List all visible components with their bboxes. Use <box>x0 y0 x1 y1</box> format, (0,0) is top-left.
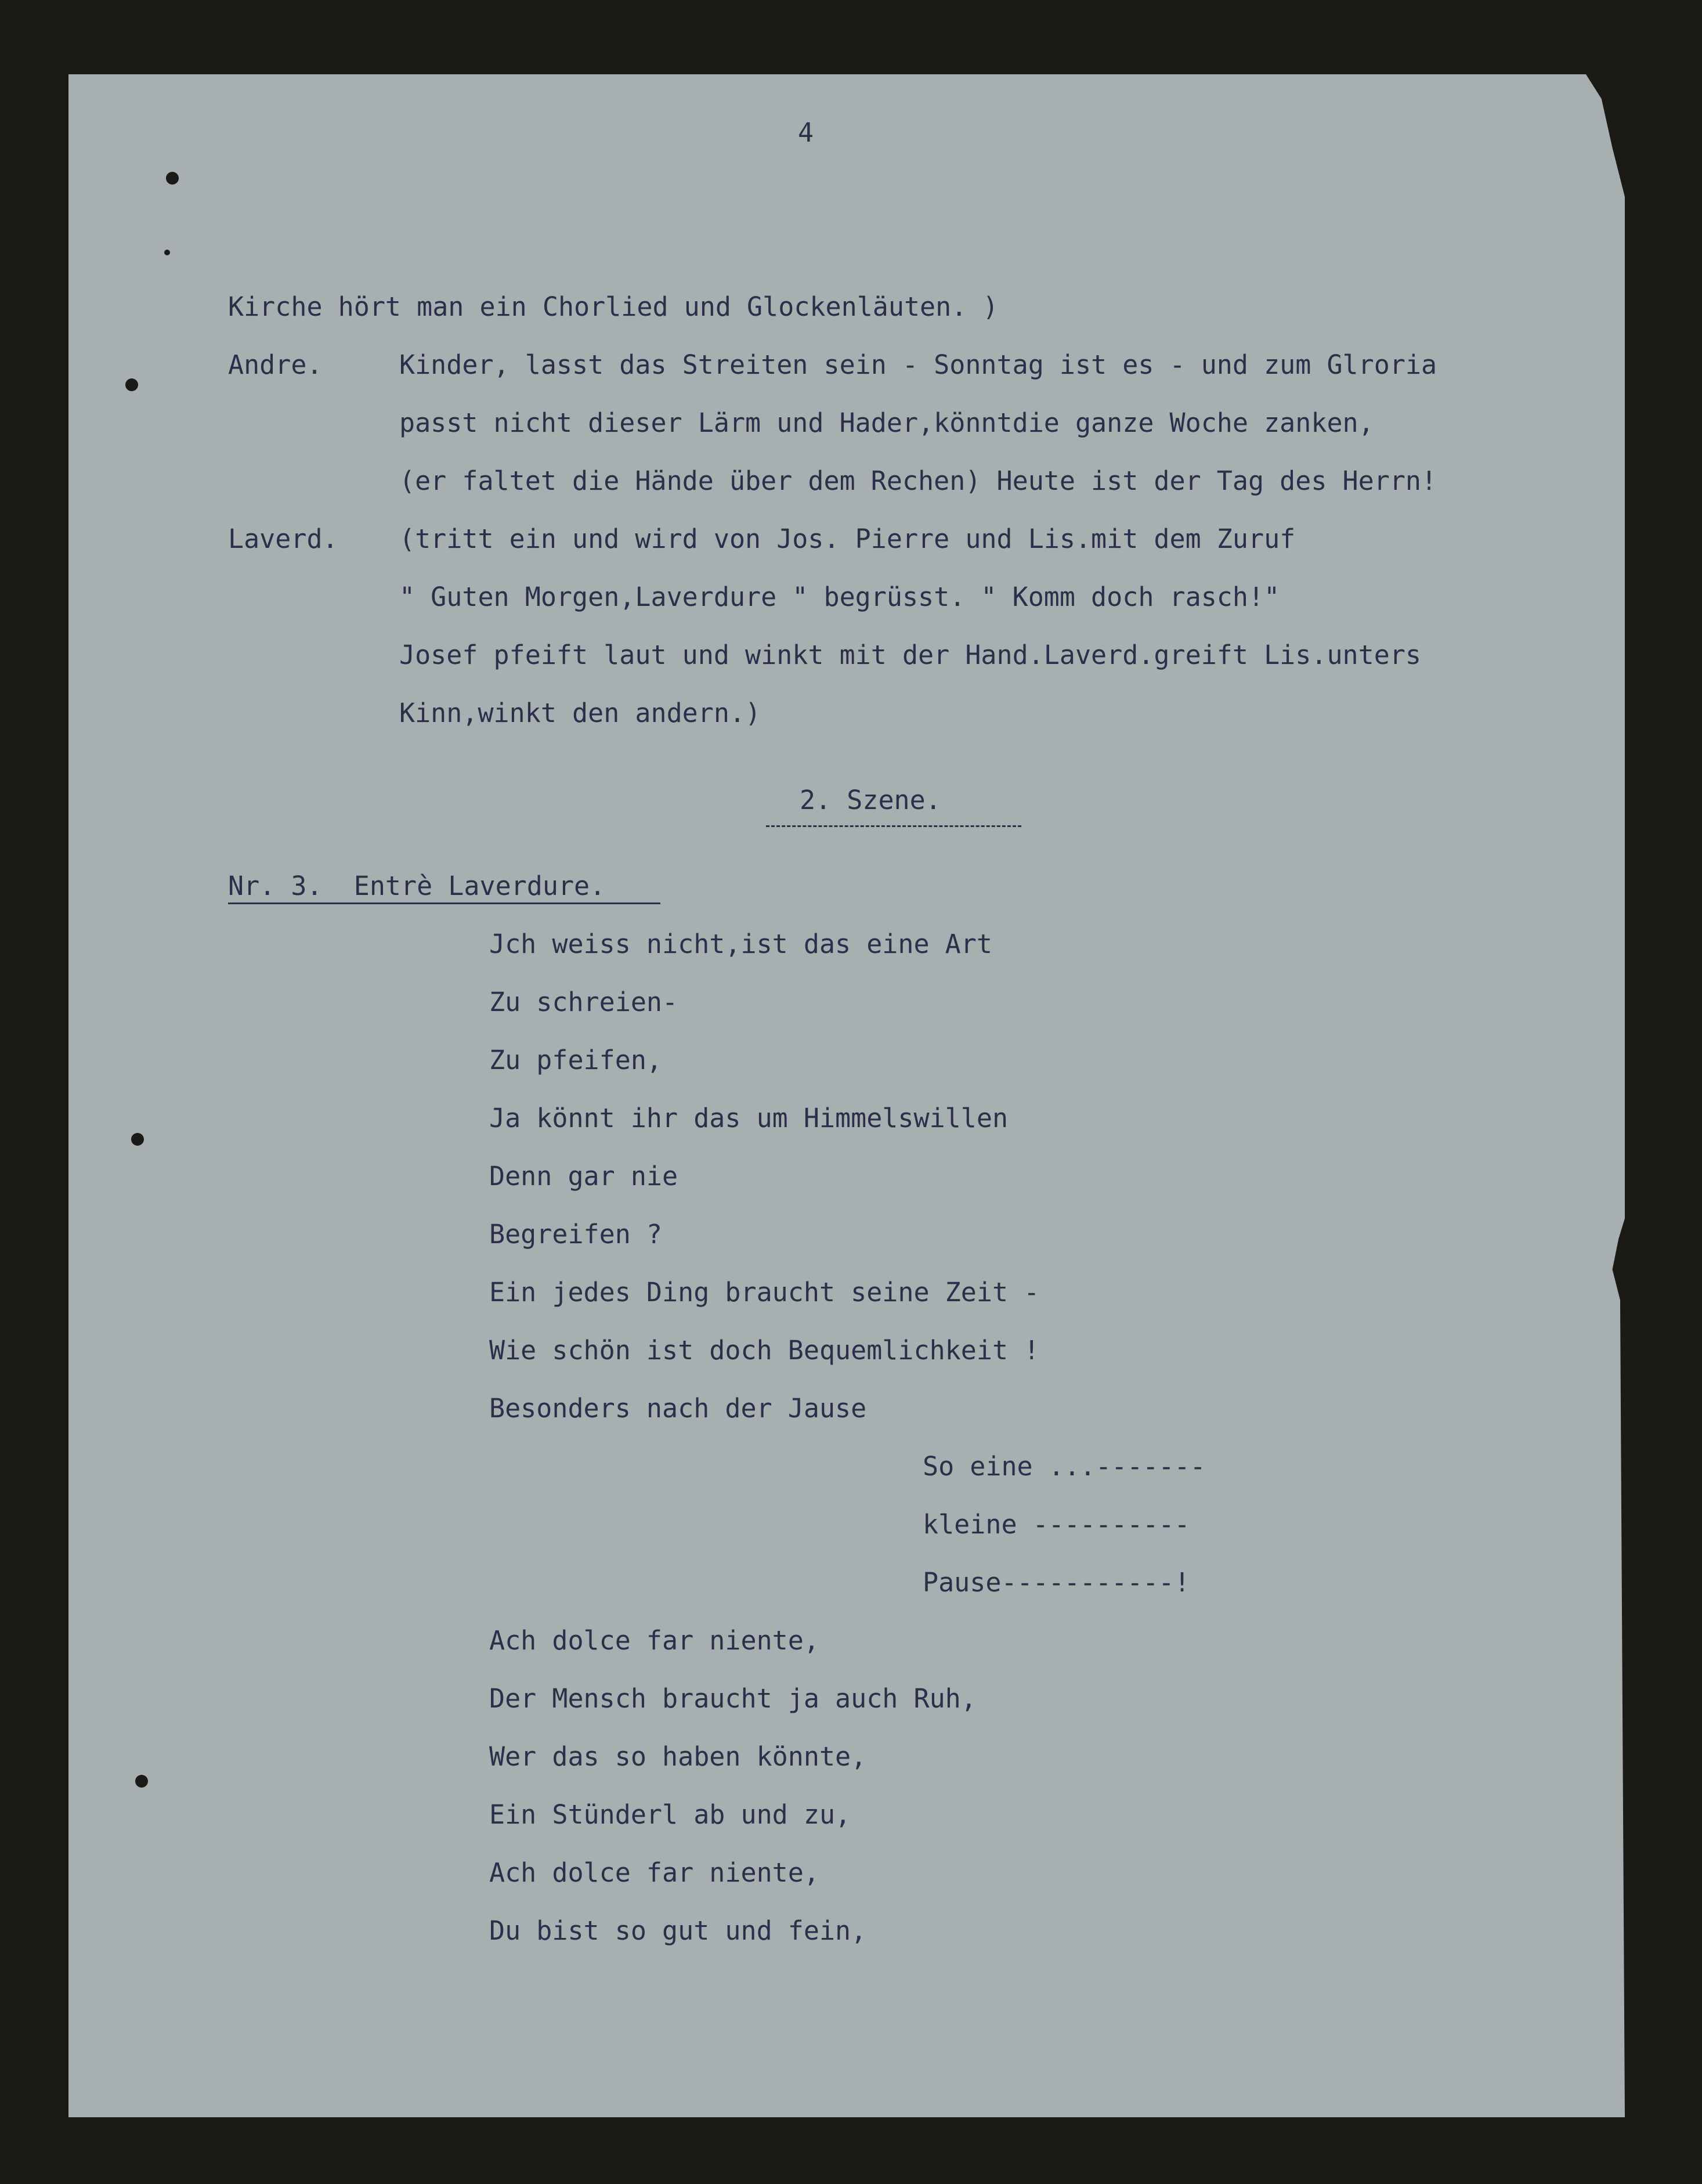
number-underline <box>228 903 660 904</box>
punch-hole <box>125 378 138 391</box>
verse-line-right: So eine ...------- <box>923 1451 1206 1482</box>
text-line: passt nicht dieser Lärm und Hader,könntdie ganze Woche zanken, <box>399 407 1374 438</box>
verse-line: Jch weiss nicht,ist das eine Art <box>489 929 992 959</box>
text-line: Kinder, lasst das Streiten sein - Sonntag ist es - und zum Glroria <box>399 349 1437 380</box>
verse-line-right: kleine ---------- <box>923 1509 1190 1540</box>
page-number: 4 <box>798 117 814 148</box>
verse-line: Zu pfeifen, <box>489 1045 663 1075</box>
verse-line: Ach dolce far niente, <box>489 1857 819 1888</box>
verse-line: Wer das so haben könnte, <box>489 1741 867 1772</box>
verse-line: Wie schön ist doch Bequemlichkeit ! <box>489 1335 1040 1366</box>
verse-line: Ein jedes Ding braucht seine Zeit - <box>489 1277 1040 1308</box>
punch-hole <box>164 250 170 255</box>
scene-title: 2. Szene. <box>800 785 941 815</box>
verse-line: Du bist so gut und fein, <box>489 1915 867 1946</box>
verse-line: Besonders nach der Jause <box>489 1393 867 1424</box>
verse-line: Begreifen ? <box>489 1219 663 1250</box>
verse-line: Ach dolce far niente, <box>489 1625 819 1656</box>
verse-line: Ja könnt ihr das um Himmelswillen <box>489 1103 1009 1133</box>
text-line: Kirche hört man ein Chorlied und Glockenläuten. ) <box>228 291 999 322</box>
verse-line: Der Mensch braucht ja auch Ruh, <box>489 1683 977 1714</box>
punch-hole <box>135 1775 148 1788</box>
text-line: Kinn,winkt den andern.) <box>399 698 761 728</box>
text-line: (tritt ein und wird von Jos. Pierre und Lis.mit dem Zuruf <box>399 524 1296 554</box>
verse-line-right: Pause-----------! <box>923 1567 1190 1598</box>
verse-line: Zu schreien- <box>489 987 678 1017</box>
scene-underline <box>766 825 1021 827</box>
number-heading: Nr. 3. Entrè Laverdure. <box>228 871 606 901</box>
text-line: " Guten Morgen,Laverdure " begrüsst. " Komm doch rasch!" <box>399 582 1280 612</box>
punch-hole <box>166 172 179 185</box>
text-line: Josef pfeift laut und winkt mit der Hand.Laverd.greift Lis.unters <box>399 640 1421 670</box>
verse-line: Ein Stünderl ab und zu, <box>489 1799 851 1830</box>
speaker-label: Laverd. <box>228 524 338 554</box>
verse-line: Denn gar nie <box>489 1161 678 1192</box>
punch-hole <box>131 1133 144 1146</box>
speaker-label: Andre. <box>228 349 323 380</box>
text-line: (er faltet die Hände über dem Rechen) Heute ist der Tag des Herrn! <box>399 465 1437 496</box>
